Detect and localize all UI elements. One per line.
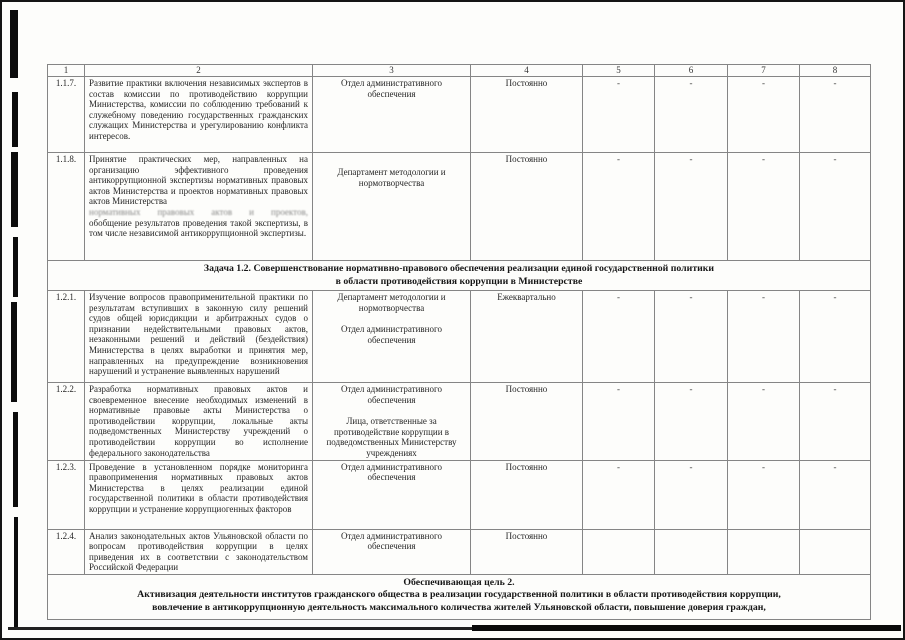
task-1-2-heading: Задача 1.2. Совершенствование нормативно-правового обеспечения реализации единой государственной политики в области противодействия коррупции в Министерстве (48, 261, 871, 291)
cell-empty: - (800, 383, 871, 461)
col-header-6: 6 (655, 65, 728, 77)
cell-empty: - (728, 77, 800, 153)
cell-empty: - (728, 383, 800, 461)
col-header-2: 2 (85, 65, 313, 77)
cell-empty (583, 529, 655, 574)
cell-empty (800, 529, 871, 574)
task-1-2-heading-row (48, 261, 871, 291)
cell-measure: Развитие практики включения независимых экспертов в состав комиссии по противодействию коррупции Министерства, комиссии по соблюдению требований к служебному поведению государственных гражданских служащих Министерства и урегулированию конфликта интересов. (85, 77, 313, 153)
col-header-5: 5 (583, 65, 655, 77)
cell-term: Постоянно (471, 529, 583, 574)
cell-executor: Отдел административного обеспечения Лица, ответственные за противодействие коррупции в подведомственных Министерству учреждениях (313, 383, 471, 461)
table-row-1-1-7 (48, 77, 871, 153)
scan-ghost-line: нормативных правовых актов и проектов, (89, 206, 308, 217)
table-row-1-2-3 (48, 460, 871, 529)
cell-term: Постоянно (471, 460, 583, 529)
cell-measure: Проведение в установленном порядке мониторинга правоприменения нормативных правовых актов Министерства в целях реализации единой государственной политики в области противодействия коррупции и устранение коррупциогенных факторов (85, 460, 313, 529)
table-row-1-2-1 (48, 291, 871, 383)
col-header-4: 4 (471, 65, 583, 77)
cell-empty: - (800, 153, 871, 261)
cell-empty: - (583, 460, 655, 529)
cell-empty: - (583, 77, 655, 153)
scan-binding-artifact (13, 412, 18, 507)
scan-binding-artifact (10, 10, 18, 78)
col-header-1: 1 (48, 65, 85, 77)
cell-item-number: 1.2.2. (48, 383, 85, 461)
cell-empty: - (655, 460, 728, 529)
table-row-1-1-8 (48, 153, 871, 261)
scan-binding-artifact (11, 302, 17, 402)
goal-2-heading-row (48, 574, 871, 619)
cell-empty: - (583, 153, 655, 261)
cell-empty: - (728, 291, 800, 383)
cell-measure: Анализ законодательных актов Ульяновской области по вопросам противодействия коррупции в целях приведения их в соответствии с законодательством Российской Федерации (85, 529, 313, 574)
col-header-8: 8 (800, 65, 871, 77)
cell-item-number: 1.1.8. (48, 153, 85, 261)
cell-item-number: 1.2.4. (48, 529, 85, 574)
cell-empty: - (728, 460, 800, 529)
cell-empty: - (655, 77, 728, 153)
cell-term: Постоянно (471, 383, 583, 461)
scan-binding-artifact (14, 517, 18, 627)
cell-empty: - (800, 460, 871, 529)
cell-measure: Изучение вопросов правоприменительной практики по результатам вступивших в законную силу решений судов общей юрисдикции и арбитражных судов о признании недействительными правовых актов, незаконными решений и действий (бездействия) Министерства в целях выработки и принятия мер, направленных на предупреждение возникновения нарушений и устранение выявленных нарушений (85, 291, 313, 383)
cell-executor: Отдел административного обеспечения (313, 529, 471, 574)
scan-binding-artifact (12, 92, 18, 147)
cell-empty: - (800, 77, 871, 153)
cell-empty: - (583, 383, 655, 461)
cell-term: Ежеквартально (471, 291, 583, 383)
cell-empty: - (655, 153, 728, 261)
table-row-1-2-2 (48, 383, 871, 461)
cell-executor: Отдел административного обеспечения (313, 77, 471, 153)
cell-executor: Отдел административного обеспечения (313, 460, 471, 529)
scan-binding-artifact (13, 237, 18, 297)
goal-2-heading: Обеспечивающая цель 2. Активизация деятельности институтов гражданского общества в реализации государственной политики в области противодействия коррупции, вовлечение в антикоррупционную деятельность максимального количества жителей Ульяновской области, повышение доверия граждан, (48, 574, 871, 619)
cell-empty (728, 529, 800, 574)
scan-binding-artifact (11, 152, 18, 227)
cell-measure: Принятие практических мер, направленных на организацию эффективного проведения антикоррупционной экспертизы нормативных правовых актов Министерства и проектов нормативных правовых актов Министерства нормативных правовых актов и проектов, обобщение результатов проведения такой экспертизы, в том числе независимой антикоррупционной экспертизы. (85, 153, 313, 261)
cell-item-number: 1.2.1. (48, 291, 85, 383)
cell-executor: Департамент методологии и нормотворчества (313, 153, 471, 261)
table-row-1-2-4 (48, 529, 871, 574)
anticorruption-plan-table (47, 64, 871, 620)
cell-empty: - (800, 291, 871, 383)
cell-item-number: 1.1.7. (48, 77, 85, 153)
cell-term: Постоянно (471, 153, 583, 261)
cell-empty (655, 529, 728, 574)
cell-empty: - (655, 383, 728, 461)
col-header-3: 3 (313, 65, 471, 77)
cell-term: Постоянно (471, 77, 583, 153)
column-number-row (48, 65, 871, 77)
cell-item-number: 1.2.3. (48, 460, 85, 529)
col-header-7: 7 (728, 65, 800, 77)
cell-empty: - (728, 153, 800, 261)
cell-empty: - (583, 291, 655, 383)
cell-executor: Департамент методологии и нормотворчества Отдел административного обеспечения (313, 291, 471, 383)
cell-measure: Разработка нормативных правовых актов и своевременное внесение необходимых изменений в нормативные правовые акты Министерства о противодействии коррупции, локальные акты подведомственных Министерству учреждений о противодействии коррупции во исполнение федерального законодательства (85, 383, 313, 461)
cell-empty: - (655, 291, 728, 383)
scan-bottom-edge (472, 625, 901, 631)
